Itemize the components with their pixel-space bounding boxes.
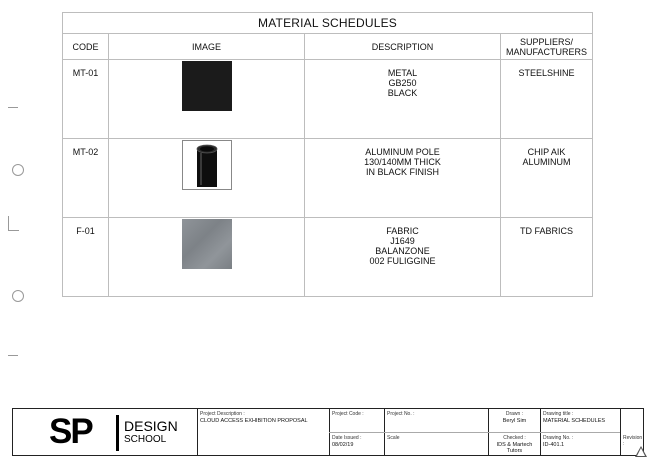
drawn-value: Beryl Sim	[502, 418, 527, 424]
material-schedule-table	[62, 12, 593, 297]
material-image-cell	[109, 60, 305, 139]
header-code: CODE	[63, 34, 109, 60]
black-aluminum-pole	[182, 140, 232, 190]
project-code-field: Project Code :	[332, 411, 364, 417]
table-row	[63, 139, 593, 218]
drawn-field: Drawn : Beryl Sim	[489, 410, 540, 425]
title-block	[12, 408, 644, 456]
logo-school-text: SCHOOL	[124, 434, 167, 445]
date-issued-value: 08/02/19	[332, 442, 354, 448]
project-description-value: CLOUD ACCESS EXHIBITION PROPOSAL	[200, 418, 308, 424]
revision-triangle-icon	[635, 446, 647, 457]
scale-field: Scale	[387, 435, 400, 441]
drawing-title-field: Drawing title : MATERIAL SCHEDULES	[541, 410, 620, 425]
header-row	[63, 34, 593, 60]
date-issued-field: Date Issued : 08/02/19	[330, 434, 384, 449]
drawing-title-value: MATERIAL SCHEDULES	[543, 418, 606, 424]
material-image-cell	[109, 139, 305, 218]
logo-design-text: DESIGN	[124, 418, 178, 434]
drawing-no-field: Drawing No. : ID-401.1	[541, 434, 620, 449]
header-suppliers: SUPPLIERS/ MANUFACTURERS	[501, 34, 593, 60]
checked-field: Checked : IDS & Martech Tutors	[496, 435, 533, 454]
punch-hole	[12, 164, 24, 176]
material-code: MT-01	[63, 60, 109, 139]
margin-corner-mark	[8, 216, 19, 231]
header-description: DESCRIPTION	[305, 34, 501, 60]
table-row	[63, 60, 593, 139]
project-no-field: Project No. :	[387, 411, 415, 417]
margin-tick	[8, 107, 18, 108]
material-image-cell	[109, 218, 305, 297]
logo-divider	[116, 415, 119, 451]
logo-mark: SP	[49, 412, 92, 451]
header-image: IMAGE	[109, 34, 305, 60]
material-description: METAL GB250 BLACK	[305, 60, 501, 139]
grey-fabric-swatch	[182, 219, 232, 269]
material-code: F-01	[63, 218, 109, 297]
material-code: MT-02	[63, 139, 109, 218]
revision-field: Revision :	[621, 434, 644, 456]
drawing-no-value: ID-401.1	[543, 442, 565, 448]
margin-tick	[8, 355, 18, 356]
material-description: FABRIC J1649 BALANZONE 002 FULIGGINE	[305, 218, 501, 297]
material-supplier: STEELSHINE	[501, 60, 593, 139]
black-metal-swatch	[182, 61, 232, 111]
material-description: ALUMINUM POLE 130/140MM THICK IN BLACK FINISH	[305, 139, 501, 218]
table-row	[63, 218, 593, 297]
schedule-title: MATERIAL SCHEDULES	[63, 13, 593, 34]
punch-hole	[12, 290, 24, 302]
project-description-field: Project Description : CLOUD ACCESS EXHIBITION PROPOSAL	[198, 410, 328, 425]
material-supplier: TD FABRICS	[501, 218, 593, 297]
material-supplier: CHIP AIK ALUMINUM	[501, 139, 593, 218]
